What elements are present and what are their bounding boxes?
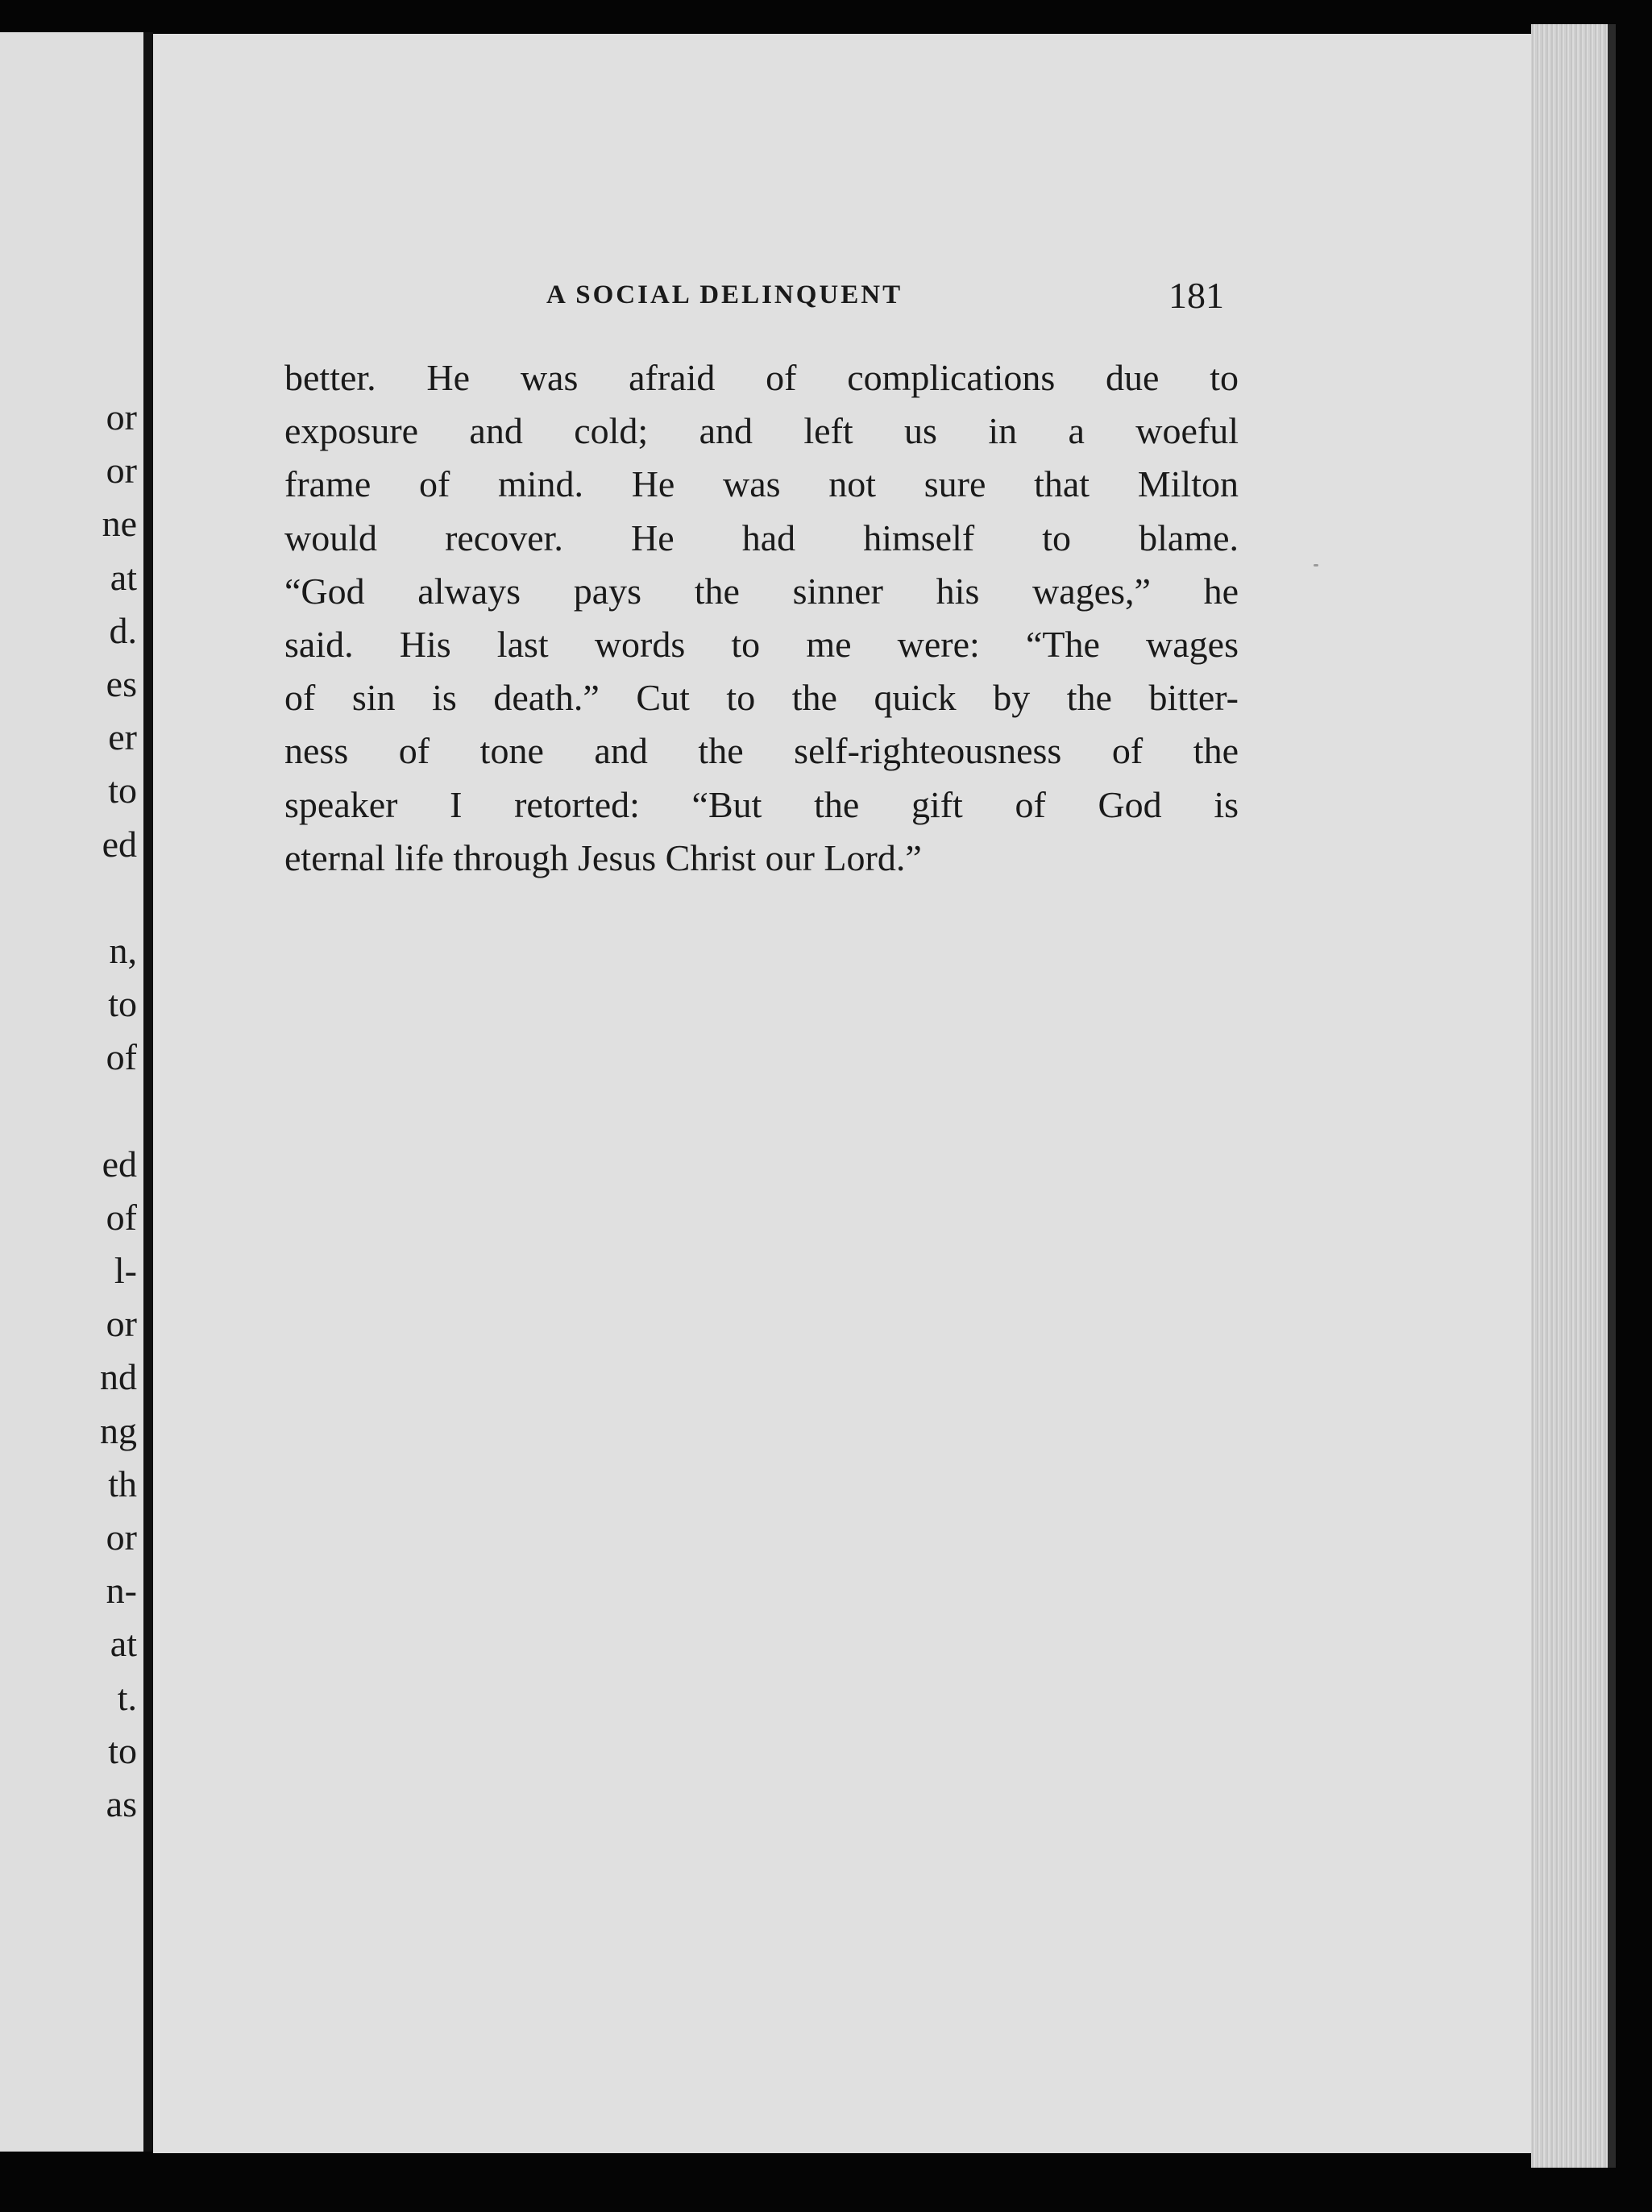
text-line: “God always pays the sinner his wages,” he bbox=[284, 570, 1239, 612]
text-line: would recover. He had himself to blame. bbox=[284, 517, 1239, 558]
page-edge-shadow bbox=[1608, 24, 1616, 2168]
fragment-line: or bbox=[106, 1516, 137, 1558]
fragment-line: to bbox=[108, 1729, 137, 1771]
page-edges bbox=[1531, 24, 1612, 2168]
text-line: exposure and cold; and left us in a woeful bbox=[284, 410, 1239, 452]
book-gutter bbox=[143, 32, 153, 2152]
body-paragraph bbox=[284, 351, 1239, 885]
fragment-line: of bbox=[106, 1036, 137, 1078]
previous-page-text-fragments bbox=[0, 391, 137, 1831]
fragment-line: ng bbox=[100, 1409, 137, 1451]
fragment-line: at bbox=[110, 556, 137, 598]
fragment-line: th bbox=[108, 1463, 137, 1504]
text-line: eternal life through Jesus Christ our Lord.” bbox=[284, 836, 922, 878]
text-line: frame of mind. He was not sure that Milton bbox=[284, 463, 1239, 505]
fragment-line: or bbox=[106, 450, 137, 492]
fragment-line: l- bbox=[114, 1250, 137, 1291]
fragment-line: es bbox=[106, 662, 137, 704]
fragment-line: ed bbox=[102, 1143, 137, 1185]
fragment-line: d. bbox=[109, 609, 137, 651]
text-line: of sin is death.” Cut to the quick by the bitter- bbox=[284, 677, 1239, 719]
fragment-line: er bbox=[108, 716, 137, 758]
fragment-line: at bbox=[110, 1623, 137, 1665]
text-line: said. His last words to me were: “The wages bbox=[284, 623, 1239, 665]
fragment-line: n, bbox=[109, 929, 137, 971]
text-line: speaker I retorted: “But the gift of God is bbox=[284, 783, 1239, 825]
running-head: A SOCIAL DELINQUENT bbox=[546, 280, 903, 309]
fragment-line: to bbox=[108, 983, 137, 1025]
scan-speck bbox=[1314, 564, 1318, 566]
fragment-line: t. bbox=[117, 1676, 137, 1718]
fragment-line: ne bbox=[102, 503, 137, 545]
fragment-line: nd bbox=[100, 1356, 137, 1398]
fragment-line bbox=[0, 871, 137, 924]
fragment-line bbox=[0, 1084, 137, 1137]
fragment-line: n- bbox=[106, 1570, 137, 1612]
text-line: better. He was afraid of complications due to bbox=[284, 357, 1239, 398]
previous-page bbox=[0, 32, 145, 2152]
fragment-line: ed bbox=[102, 823, 137, 865]
fragment-line: or bbox=[106, 1303, 137, 1345]
fragment-line: to bbox=[108, 770, 137, 811]
text-line: ness of tone and the self-righteousness of the bbox=[284, 730, 1239, 772]
page-number: 181 bbox=[1168, 275, 1224, 316]
fragment-line: as bbox=[106, 1782, 137, 1824]
fragment-line: of bbox=[106, 1196, 137, 1238]
fragment-line: or bbox=[106, 396, 137, 438]
